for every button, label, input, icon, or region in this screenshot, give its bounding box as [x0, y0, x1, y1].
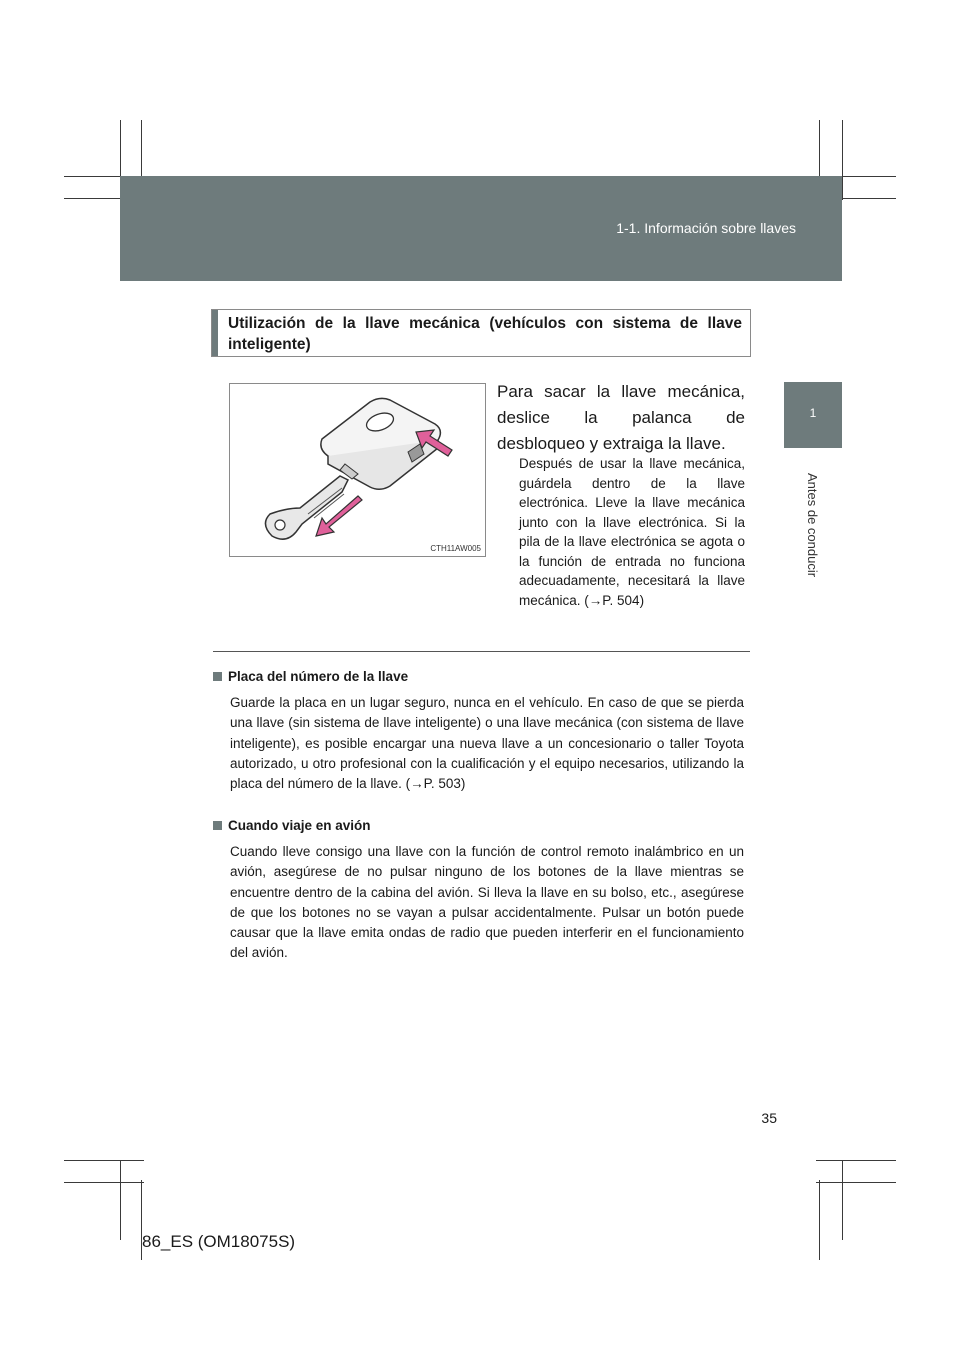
- crop-mark: [816, 1182, 896, 1183]
- subsection-heading: [213, 669, 408, 684]
- heading-accent-bar: [212, 310, 218, 356]
- crop-mark: [819, 1180, 820, 1260]
- key-illustration: [229, 383, 486, 557]
- header-title: 1-1. Información sobre llaves: [616, 220, 796, 236]
- subsection-body: Guarde la placa en un lugar seguro, nunca en el vehículo. En caso de que se pierda una llave (sin sistema de llave inteligente) o una llave mecánica (con sistema de llave inteligente), es posible encargar una nueva llave a un concesionario o taller Toyota autorizado, u otro profesional con la cualificación y el equipo necesarios, utilizando la placa del número de la llave. (→P. 503): [230, 695, 744, 792]
- header-band: [120, 176, 842, 281]
- crop-mark: [816, 1160, 896, 1161]
- crop-mark: [120, 1160, 121, 1240]
- crop-mark: [64, 1182, 144, 1183]
- section-heading-text: Utilización de la llave mecánica (vehículos con sistema de llave inteligente): [228, 315, 742, 353]
- subsection-title: Cuando viaje en avión: [228, 818, 371, 833]
- subsection-title: Placa del número de la llave: [228, 669, 409, 684]
- crop-mark: [842, 120, 843, 200]
- figure-code: CTH11AW005: [430, 544, 481, 553]
- crop-mark: [842, 1160, 843, 1240]
- chapter-tab: [784, 382, 842, 448]
- subsection-body: Cuando lleve consigo una llave con la función de control remoto inalámbrico en un avión, asegúrese de no pulsar ninguno de los botones de la llave mientras se encuentre dentro de la cabina del avión. Si lleva la llave en su bolso, etc., asegúrese de que los botones no se vayan a pulsar accidentalmente. Pulsar un botón puede causar que la llave emita ondas de radio que pueden interferir en el funcionamiento del avión.: [230, 844, 744, 961]
- instruction-text: Para sacar la llave mecánica, deslice la palanca de desbloqueo y extraiga la llave.: [497, 382, 745, 453]
- mechanical-key-icon: [265, 476, 348, 539]
- crop-mark: [64, 1160, 144, 1161]
- document-code: 86_ES (OM18075S): [142, 1232, 296, 1251]
- chapter-number: 1: [809, 406, 817, 420]
- instruction-note: Después de usar la llave mecánica, guárdela dentro de la llave electrónica. Lleve la llave mecánica junto con la llave electrónica. Si la pila de la llave electrónica se agota o la función de entrada no funciona adecuadamente, necesitará la llave mecánica. (→P. 504): [519, 456, 745, 608]
- square-bullet-icon: [213, 672, 222, 681]
- section-heading: [211, 309, 751, 357]
- chapter-label: Antes de conducir: [805, 472, 820, 578]
- page-number: 35: [761, 1110, 777, 1126]
- square-bullet-icon: [213, 821, 222, 830]
- section-divider: [213, 651, 750, 652]
- subsection-heading: [213, 818, 371, 833]
